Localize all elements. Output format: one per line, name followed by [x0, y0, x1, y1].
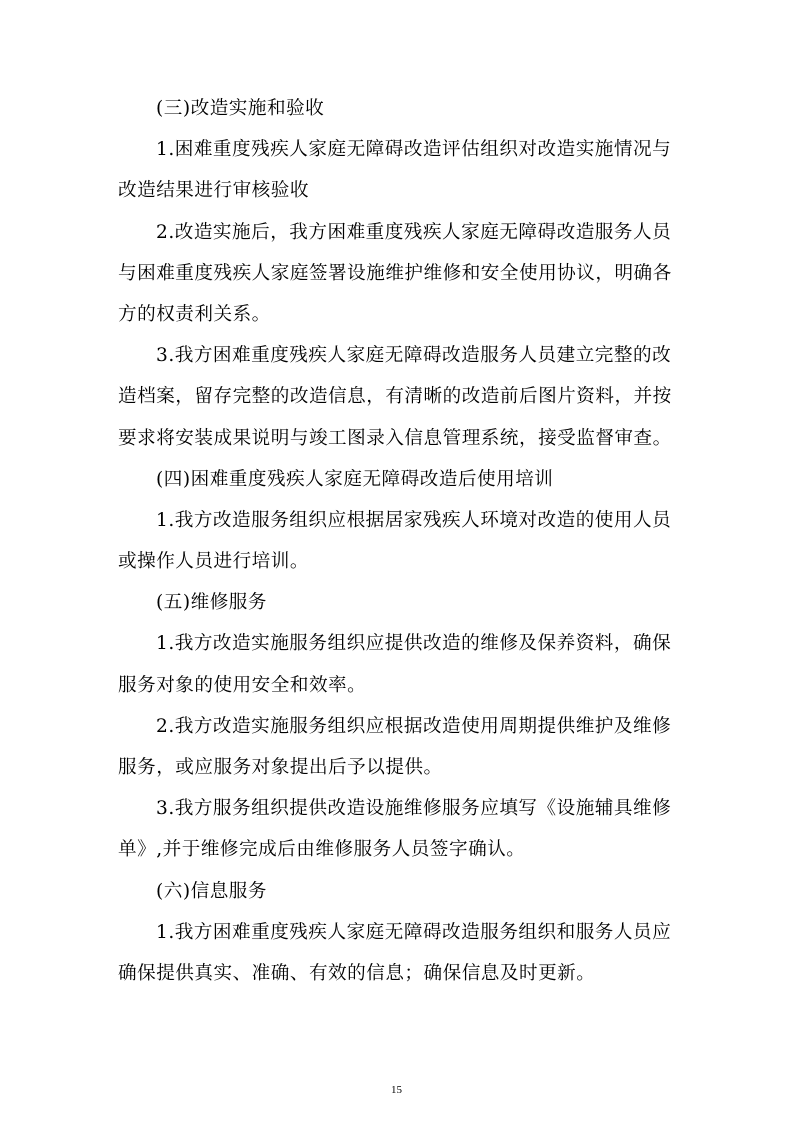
paragraph-line: 3.我方困难重度残疾人家庭无障碍改造服务人员建立完整的改 — [156, 345, 672, 367]
paragraph-line: 3.我方服务组织提供改造设施维修服务应填写《设施辅具维修 — [156, 798, 672, 820]
paragraph-line: 或操作人员进行培训。 — [118, 551, 309, 573]
paragraph-line: 1.我方困难重度残疾人家庭无障碍改造服务组织和服务人员应 — [156, 921, 672, 943]
paragraph-line: 1.困难重度残疾人家庭无障碍改造评估组织对改造实施情况与 — [156, 139, 672, 161]
paragraph-line: 方的权责利关系。 — [118, 303, 271, 325]
paragraph-line: 与困难重度残疾人家庭签署设施维护维修和安全使用协议，明确各 — [118, 262, 672, 284]
section-heading-6: (六)信息服务 — [156, 880, 267, 902]
paragraph-line: 确保提供真实、准确、有效的信息；确保信息及时更新。 — [118, 962, 596, 984]
paragraph-line: 2.我方改造实施服务组织应根据改造使用周期提供维护及维修 — [156, 715, 672, 737]
paragraph-line: 要求将安装成果说明与竣工图录入信息管理系统，接受监督审查。 — [118, 427, 672, 449]
paragraph-line: 服务对象的使用安全和效率。 — [118, 674, 367, 696]
paragraph-line: 服务，或应服务对象提出后予以提供。 — [118, 757, 443, 778]
paragraph-line: 单》,并于维修完成后由维修服务人员签字确认。 — [118, 839, 526, 861]
page-number: 15 — [391, 1084, 402, 1096]
section-heading-4: (四)困难重度残疾人家庭无障碍改造后使用培训 — [156, 468, 554, 490]
section-heading-3: (三)改造实施和验收 — [156, 98, 325, 119]
paragraph-line: 2.改造实施后，我方困难重度残疾人家庭无障碍改造服务人员 — [156, 221, 672, 243]
document-body — [118, 88, 678, 994]
section-heading-5: (五)维修服务 — [156, 592, 267, 614]
paragraph-line: 1.我方改造实施服务组织应提供改造的维修及保养资料，确保 — [156, 633, 672, 655]
paragraph-line: 改造结果进行审核验收 — [118, 180, 309, 202]
paragraph-line: 造档案，留存完整的改造信息，有清晰的改造前后图片资料，并按 — [118, 386, 672, 408]
paragraph-line: 1.我方改造服务组织应根据居家残疾人环境对改造的使用人员 — [156, 509, 672, 531]
